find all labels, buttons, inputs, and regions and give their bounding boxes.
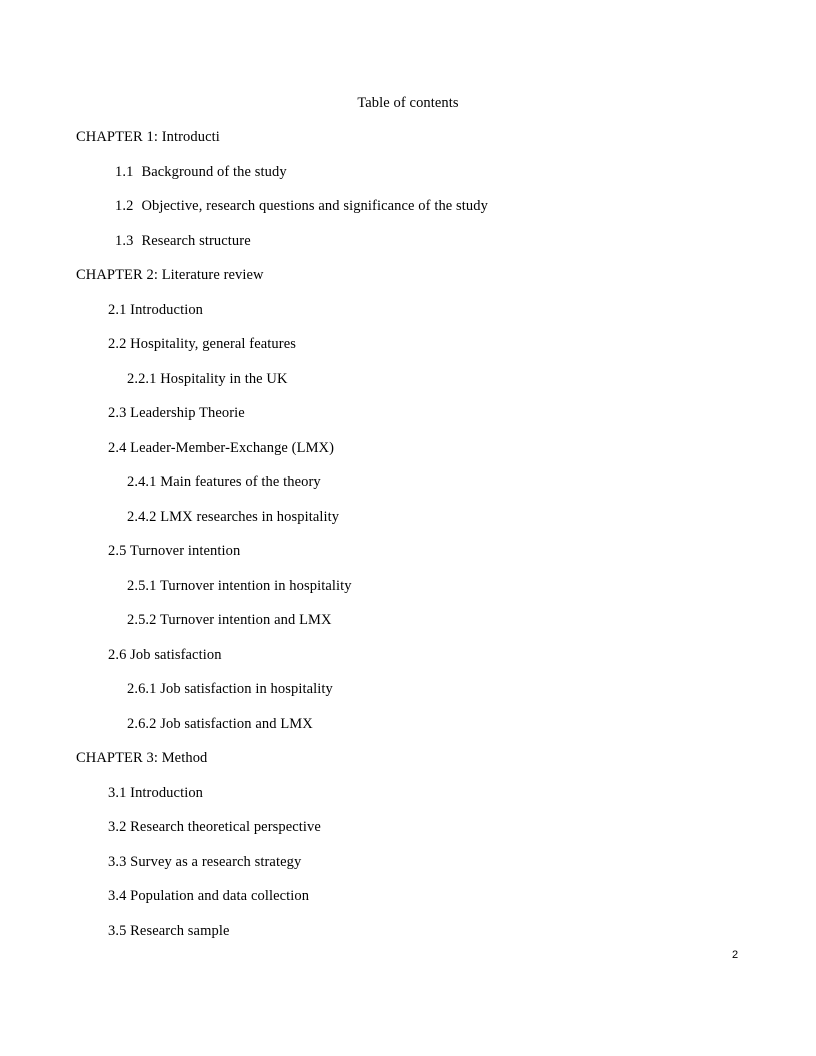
toc-entry-number: 1.3 [115,232,134,249]
toc-entry-text: 2.2 Hospitality, general features [108,336,296,352]
toc-entry-text: 3.4 Population and data collection [108,888,310,904]
toc-chapter [0,127,816,162]
toc-entry-text: 2.4 Leader-Member-Exchange (LMX) [108,439,335,456]
toc-section [0,196,816,231]
toc-section [0,438,816,473]
toc-entry-text: 3.5 Research sample [108,922,230,939]
toc-subsection [0,714,816,749]
toc-entry-number: 1.1 [115,163,134,180]
toc-section [0,541,816,576]
toc-entry-text: Background of the study [141,163,287,180]
toc-chapter [0,265,816,300]
toc-entry-text: 3.3 Survey as a research strategy [108,853,302,870]
toc-subsection [0,369,816,404]
toc-entry-text: CHAPTER 3: Method [76,750,208,766]
toc-entry-text: 2.5.2 Turnover intention and LMX [127,612,332,628]
toc-section [0,162,816,197]
toc-section [0,231,816,266]
toc-entry-text: CHAPTER 2: Literature review [76,267,264,283]
toc-entry-text: CHAPTER 1: Introducti [76,129,220,145]
toc-subsection [0,576,816,611]
toc-subsection [0,610,816,645]
toc-entry-number: 1.2 [115,198,134,214]
toc-subsection [0,507,816,542]
page-number: 2 [732,949,739,961]
toc-entry-text: 2.6.1 Job satisfaction in hospitality [127,681,333,697]
toc-section [0,783,816,818]
toc-entry-text: Research structure [141,232,251,249]
toc-entry-text: 3.2 Research theoretical perspective [108,819,321,835]
toc-entry-text: 2.5.1 Turnover intention in hospitality [127,577,352,594]
toc-entry-text: 2.2.1 Hospitality in the UK [127,370,288,387]
toc-section [0,300,816,335]
toc-entry-text: 2.3 Leadership Theorie [108,405,245,421]
toc-subsection [0,679,816,714]
toc-entry-text: 2.4.1 Main features of the theory [127,474,321,490]
toc-entry-text: 2.1 Introduction [108,301,204,318]
toc-section [0,334,816,369]
toc-entry-text: 3.1 Introduction [108,784,204,801]
toc-section [0,403,816,438]
table-of-contents [0,127,816,955]
toc-section [0,645,816,680]
toc-section [0,817,816,852]
toc-chapter [0,748,816,783]
toc-entry-text: 2.4.2 LMX researches in hospitality [127,508,340,525]
toc-entry-text: 2.5 Turnover intention [108,543,241,559]
toc-entry-text: Objective, research questions and significance of the study [141,198,488,214]
page-title: Table of contents [357,95,459,111]
toc-section [0,886,816,921]
toc-section [0,921,816,956]
toc-entry-text: 2.6 Job satisfaction [108,646,222,663]
toc-subsection [0,472,816,507]
toc-section [0,852,816,887]
toc-entry-text: 2.6.2 Job satisfaction and LMX [127,715,313,732]
